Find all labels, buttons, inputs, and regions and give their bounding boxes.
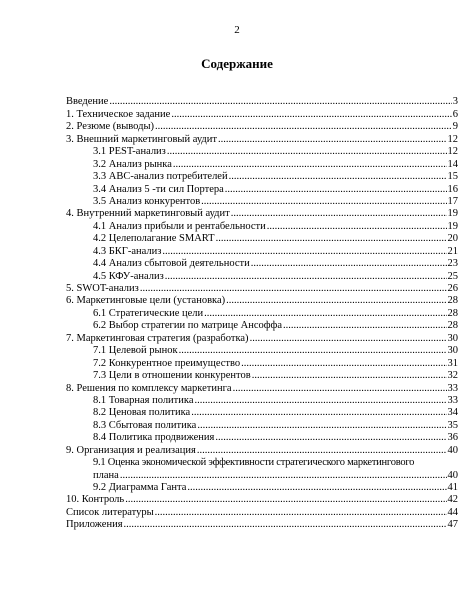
- toc-entry-page: 3: [452, 96, 458, 108]
- toc-entry-page: 12: [447, 133, 458, 145]
- toc-leader-dots: [225, 184, 447, 196]
- toc-leader-dots: [155, 507, 447, 519]
- toc-entry: [66, 158, 458, 170]
- toc-entry: [66, 432, 458, 444]
- toc-leader-dots: [120, 470, 447, 482]
- toc-entry-page: 36: [447, 432, 458, 444]
- toc-entry-page: 15: [447, 171, 458, 183]
- toc-entry-page: 44: [447, 506, 458, 518]
- toc-entry-label-line1: 9.1 Оценка экономической эффективности стратегического маркетингового: [93, 456, 415, 468]
- toc-entry-label: 3. Внешний маркетинговый аудит: [66, 133, 217, 145]
- toc-leader-dots: [173, 159, 447, 171]
- toc-leader-dots: [191, 407, 446, 419]
- toc-entry-page: 42: [447, 494, 458, 506]
- toc-leader-dots: [216, 233, 447, 245]
- toc-entry-label: 2. Резюме (выводы): [66, 121, 155, 133]
- toc-leader-dots: [233, 383, 447, 395]
- toc-entry: [66, 183, 458, 195]
- toc-entry: [66, 270, 458, 282]
- toc-entry-page: 35: [447, 419, 458, 431]
- toc-leader-dots: [267, 221, 447, 233]
- toc-leader-dots: [124, 519, 447, 531]
- toc-entry-page: 28: [447, 320, 458, 332]
- toc-leader-dots: [195, 395, 447, 407]
- toc-entry-label: 4.4 Анализ сбытовой деятельности: [93, 258, 250, 270]
- toc-entry-label: 1. Техническое задание: [66, 108, 171, 120]
- toc-leader-dots: [197, 445, 447, 457]
- toc-entry: [66, 295, 458, 307]
- toc-entry-label: 3.4 Анализ 5 -ти сил Портера: [93, 183, 224, 195]
- toc-entry-page: 47: [447, 519, 458, 531]
- toc-leader-dots: [165, 271, 447, 283]
- toc-entry-page: 20: [447, 233, 458, 245]
- toc-entry-page: 6: [452, 108, 458, 120]
- toc-leader-dots: [162, 246, 446, 258]
- toc-leader-dots: [283, 320, 447, 332]
- toc-entry-label: 7.3 Цели в отношении конкурентов: [93, 370, 251, 382]
- toc-entry-page: 30: [447, 345, 458, 357]
- toc-entry-label: Список литературы: [66, 506, 154, 518]
- toc-entry: [66, 407, 458, 419]
- toc-entry-label-line2: плана: [93, 469, 119, 481]
- toc-entry: [66, 357, 458, 369]
- toc-entry-page: 40: [447, 444, 458, 456]
- toc-entry: [66, 444, 458, 456]
- toc-entry-label: 4.3 БКГ-анализ: [93, 245, 162, 257]
- toc-entry: [66, 233, 458, 245]
- toc-entry: [66, 96, 458, 108]
- toc-entry: [66, 457, 458, 482]
- toc-entry-page: 21: [447, 245, 458, 257]
- toc-entry: [66, 332, 458, 344]
- page-number: 2: [234, 24, 240, 36]
- toc-entry: [66, 345, 458, 357]
- toc-entry-page: 14: [447, 158, 458, 170]
- toc-leader-dots: [187, 482, 446, 494]
- toc-leader-dots: [179, 345, 447, 357]
- toc-entry-label: 8.2 Ценовая политика: [93, 407, 191, 419]
- toc-entry-page: 40: [447, 469, 458, 481]
- toc-entry: [66, 283, 458, 295]
- toc-entry: [66, 382, 458, 394]
- toc-leader-dots: [250, 333, 447, 345]
- toc-entry: [66, 208, 458, 220]
- toc-entry: [66, 133, 458, 145]
- toc-leader-dots: [226, 295, 446, 307]
- toc-entry: [66, 245, 458, 257]
- toc-entry-page: 26: [447, 283, 458, 294]
- toc-leader-dots: [218, 134, 447, 146]
- toc-entry-page: 16: [447, 183, 458, 195]
- toc-entry-label: 3.2 Анализ рынка: [93, 158, 172, 170]
- toc-leader-dots: [171, 109, 451, 121]
- toc-entry-label: 7.1 Целевой рынок: [93, 345, 178, 357]
- toc-leader-dots: [167, 146, 447, 158]
- toc-entry-page: 33: [447, 382, 458, 394]
- toc-entry-label: 8.1 Товарная политика: [93, 394, 194, 406]
- toc-entry-page: 33: [447, 394, 458, 406]
- toc-leader-dots: [251, 258, 447, 270]
- toc-entry-page: 23: [447, 258, 458, 270]
- toc-entry: [66, 506, 458, 518]
- toc-leader-dots: [204, 308, 446, 320]
- toc-entry: [66, 171, 458, 183]
- toc-entry: [66, 320, 458, 332]
- toc-entry-page: 28: [447, 307, 458, 319]
- toc-entry-label: 9.2 Диаграмма Ганта: [93, 482, 187, 494]
- toc-entry: [66, 370, 458, 382]
- toc-entry: [66, 146, 458, 158]
- toc-entry-label: 4.5 КФУ-анализ: [93, 270, 164, 282]
- toc-leader-dots: [140, 283, 447, 295]
- toc-entry-label: 4. Внутренний маркетинговый аудит: [66, 208, 230, 220]
- toc-entry: [66, 121, 458, 133]
- toc-entry: [66, 220, 458, 232]
- toc-entry: [66, 494, 458, 506]
- toc-entry-label: Приложения: [66, 519, 123, 531]
- toc-entry-label: Введение: [66, 96, 109, 108]
- toc-leader-dots: [215, 432, 446, 444]
- toc-entry-label: 8.3 Сбытовая политика: [93, 419, 197, 431]
- toc-entry: [66, 395, 458, 407]
- toc-leader-dots: [229, 171, 447, 183]
- toc-entry-page: 34: [447, 407, 458, 419]
- toc-leader-dots: [155, 121, 452, 133]
- toc-entry: [66, 307, 458, 319]
- toc-entry: [66, 482, 458, 494]
- toc-entry-label: 7. Маркетинговая стратегия (разработка): [66, 332, 249, 344]
- toc-entry-label: 7.2 Конкурентное преимущество: [93, 357, 241, 369]
- toc-entry: [66, 419, 458, 431]
- table-of-contents: [66, 96, 458, 531]
- toc-entry-page: 19: [447, 220, 458, 232]
- toc-leader-dots: [109, 96, 451, 108]
- toc-entry-label: 3.3 АВС-анализ потребителей: [93, 171, 228, 183]
- toc-entry: [66, 108, 458, 120]
- toc-entry-page: 9: [452, 121, 458, 133]
- toc-leader-dots: [231, 208, 447, 220]
- toc-leader-dots: [241, 358, 446, 370]
- toc-entry-label: 6. Маркетинговые цели (установка): [66, 295, 226, 307]
- toc-leader-dots: [201, 196, 446, 208]
- toc-title: Содержание: [201, 56, 273, 71]
- toc-entry-page: 41: [447, 482, 458, 494]
- toc-entry-label: 9. Организация и реализация: [66, 444, 196, 456]
- toc-entry: [66, 258, 458, 270]
- toc-entry-label: 8.4 Политика продвижения: [93, 432, 215, 444]
- toc-entry-label: 10. Контроль: [66, 494, 125, 506]
- toc-entry: [66, 196, 458, 208]
- toc-entry-page: 25: [447, 270, 458, 282]
- toc-leader-dots: [125, 494, 446, 506]
- toc-entry-page: 32: [447, 370, 458, 382]
- toc-entry-page: 28: [447, 295, 458, 307]
- toc-entry-label: 4.1 Анализ прибыли и рентабельности: [93, 220, 266, 232]
- toc-entry-label: 3.1 PEST-анализ: [93, 146, 166, 158]
- toc-entry-label: 3.5 Анализ конкурентов: [93, 195, 201, 207]
- toc-entry-page: 30: [447, 332, 458, 344]
- toc-leader-dots: [197, 420, 446, 432]
- toc-entry-label: 6.1 Стратегические цели: [93, 307, 204, 319]
- toc-leader-dots: [252, 370, 447, 382]
- toc-entry-label: 8. Решения по комплексу маркетинга: [66, 382, 232, 394]
- toc-entry-label: 4.2 Целеполагание SMART: [93, 233, 215, 245]
- toc-entry-label: 6.2 Выбор стратегии по матрице Ансоффа: [93, 320, 282, 332]
- toc-entry-page: 31: [447, 357, 458, 369]
- toc-entry-page: 12: [447, 146, 458, 158]
- toc-entry-page: 19: [447, 208, 458, 220]
- toc-entry: [66, 519, 458, 531]
- toc-entry-page: 17: [447, 195, 458, 207]
- toc-entry-label: 5. SWOT-анализ: [66, 283, 139, 294]
